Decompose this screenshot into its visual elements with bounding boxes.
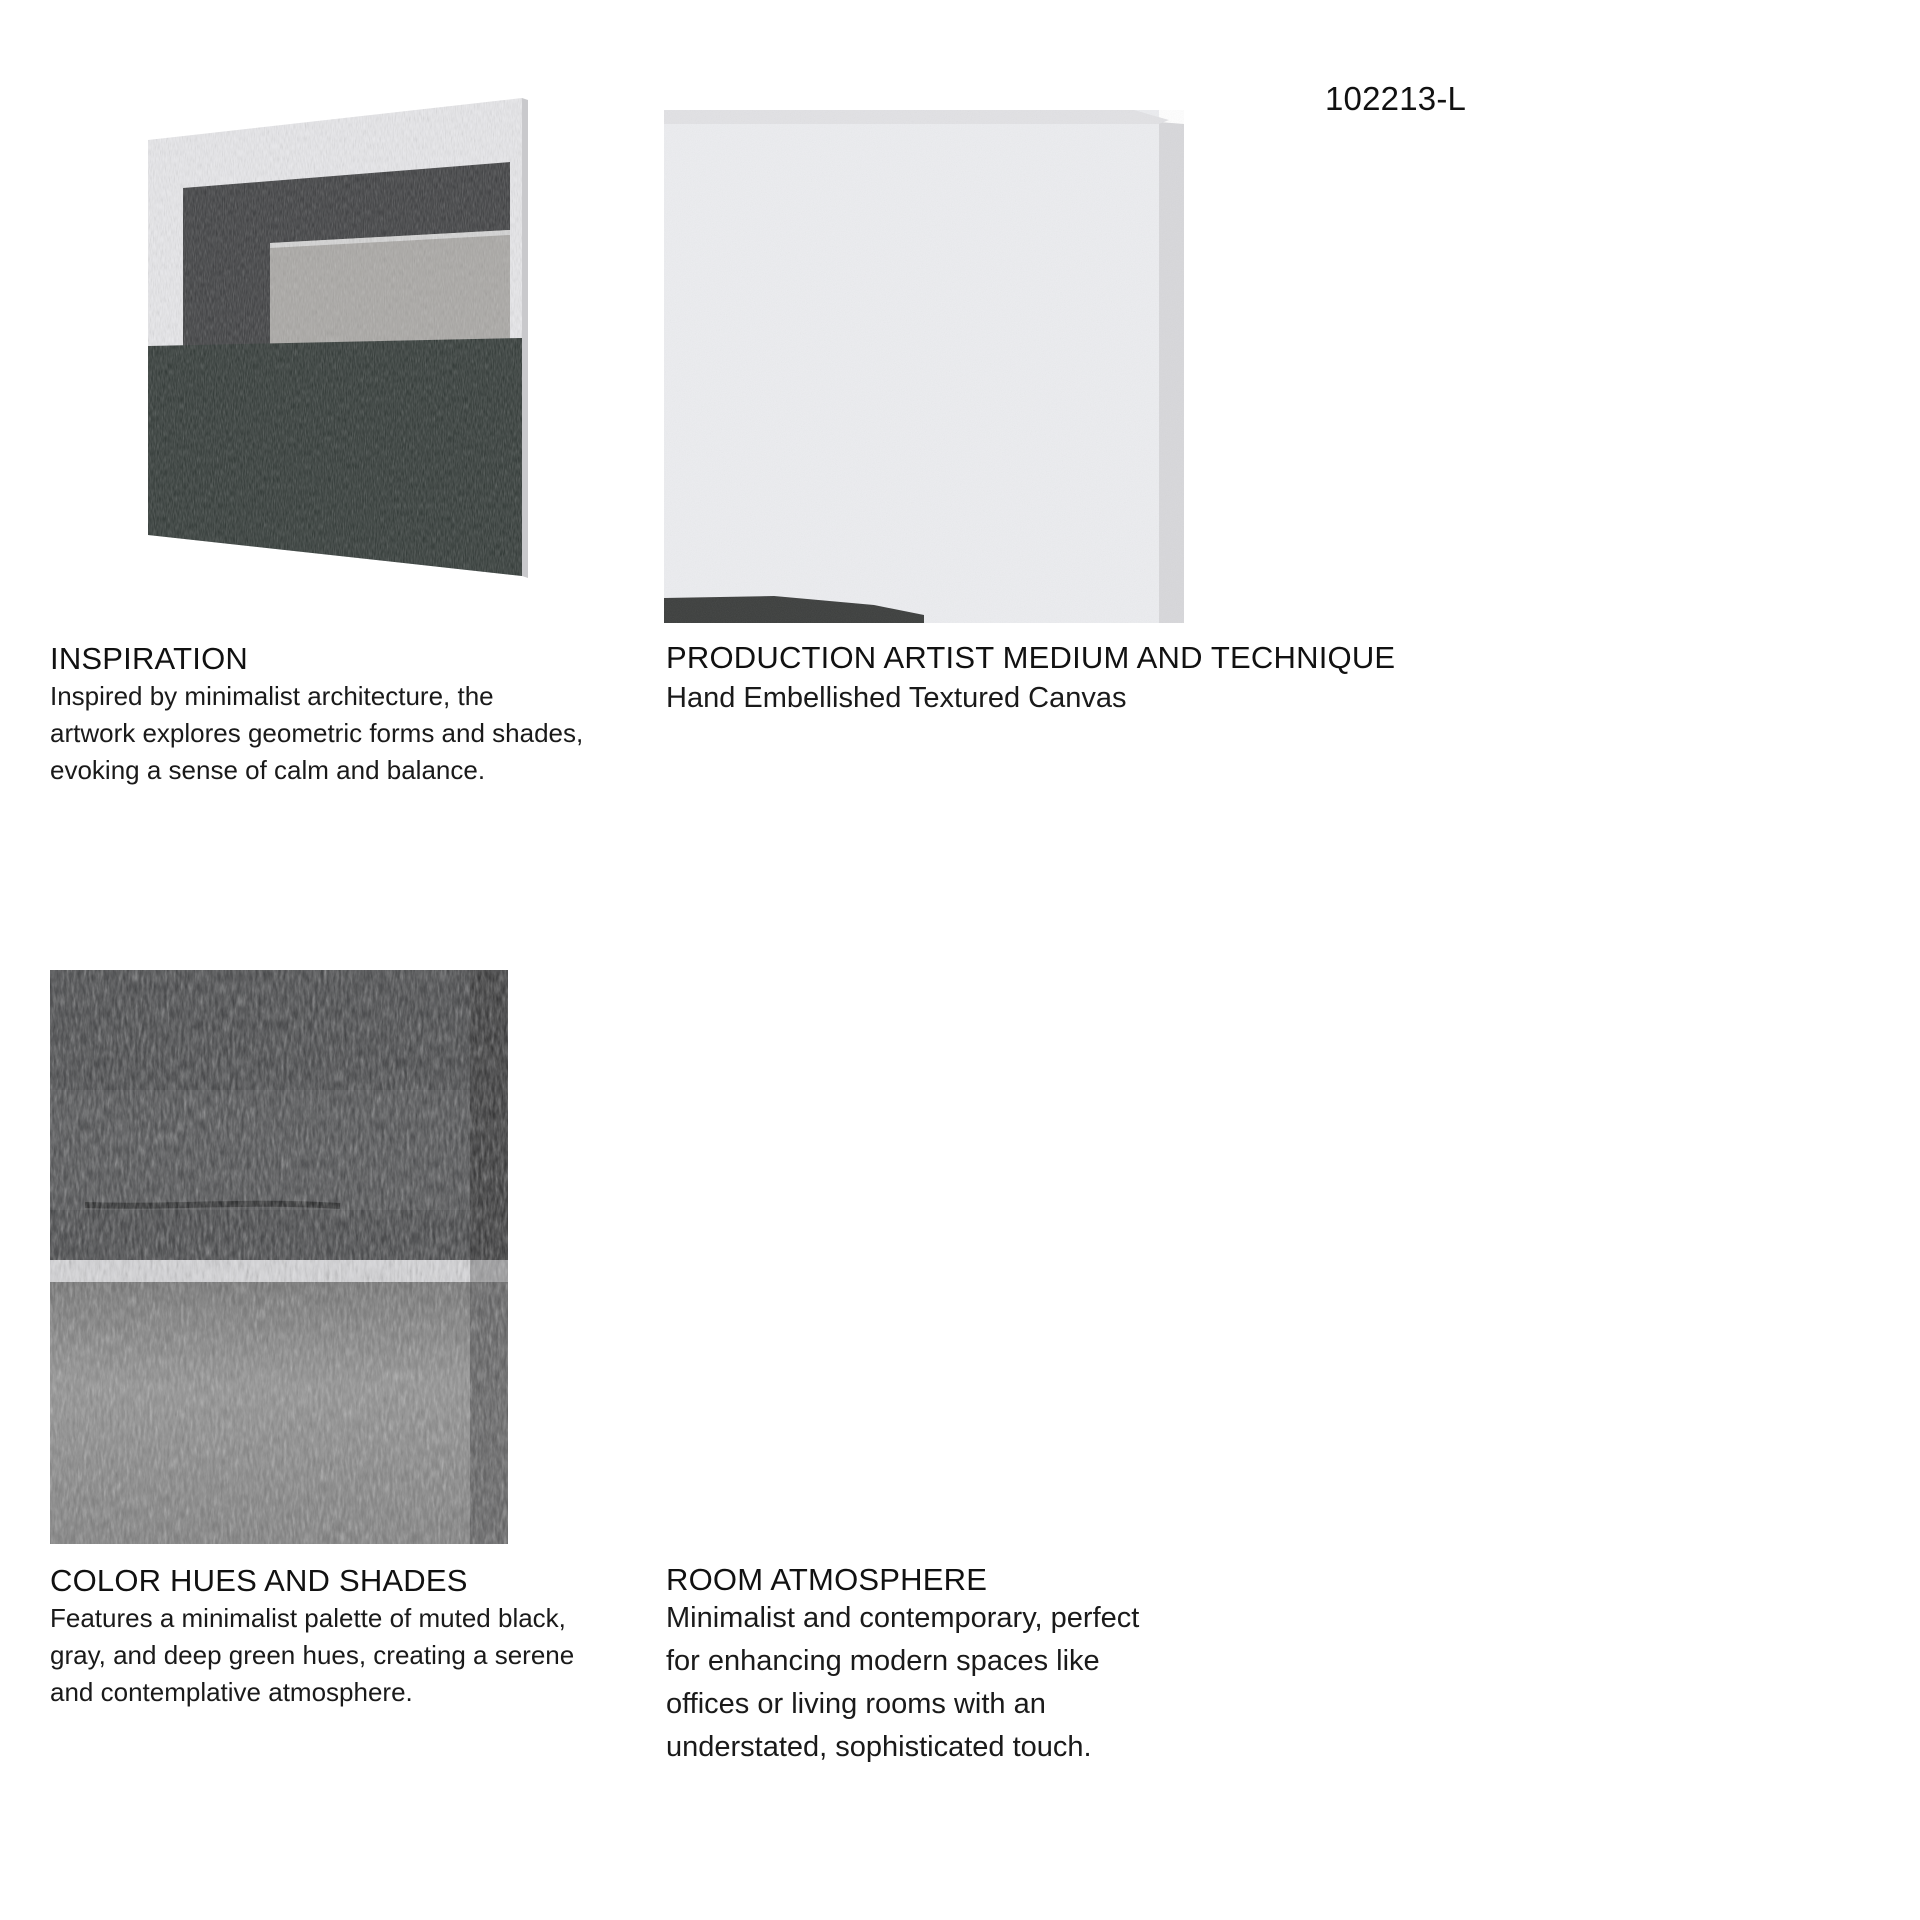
- color-line: and contemplative atmosphere.: [50, 1677, 413, 1707]
- inspiration-line: evoking a sense of calm and balance.: [50, 755, 486, 785]
- room-line: offices or living rooms with an: [666, 1688, 1046, 1720]
- production-heading: PRODUCTION ARTIST MEDIUM AND TECHNIQUE: [666, 640, 1396, 675]
- inspiration-heading: INSPIRATION: [50, 641, 248, 676]
- color-heading: COLOR HUES AND SHADES: [50, 1563, 468, 1598]
- canvas-corner-image: [664, 110, 1184, 625]
- room-line: understated, sophisticated touch.: [666, 1731, 1092, 1763]
- production-line: Hand Embellished Textured Canvas: [666, 682, 1127, 714]
- color-text: [50, 1600, 574, 1711]
- room-line: Minimalist and contemporary, perfect: [666, 1602, 1140, 1634]
- product-sku: 102213-L: [1325, 80, 1467, 117]
- room-line: for enhancing modern spaces like: [666, 1645, 1100, 1677]
- production-text: [666, 677, 1127, 720]
- inspiration-line: Inspired by minimalist architecture, the: [50, 681, 494, 711]
- room-heading: ROOM ATMOSPHERE: [666, 1562, 988, 1597]
- artwork-perspective-image: [140, 90, 540, 590]
- inspiration-text: [50, 678, 583, 789]
- texture-detail-image: [50, 970, 508, 1544]
- inspiration-line: artwork explores geometric forms and shades,: [50, 718, 584, 748]
- room-text: [666, 1597, 1139, 1769]
- color-line: gray, and deep green hues, creating a serene: [50, 1640, 575, 1670]
- color-line: Features a minimalist palette of muted black,: [50, 1603, 566, 1633]
